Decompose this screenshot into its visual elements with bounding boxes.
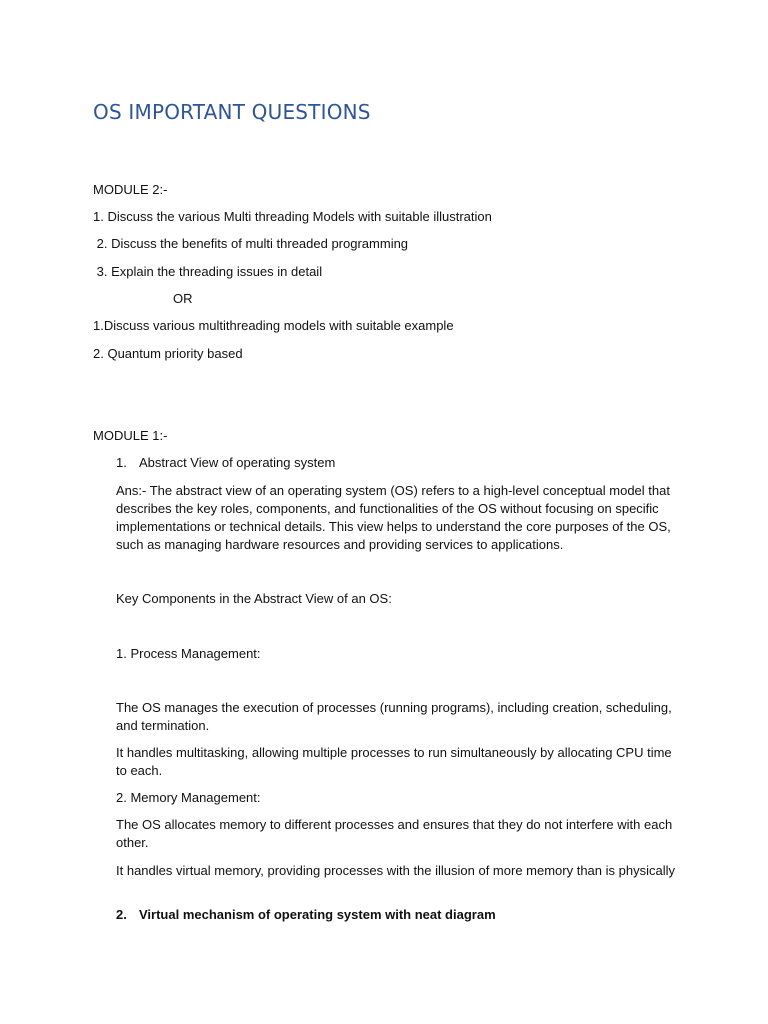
page-title: OS IMPORTANT QUESTIONS [93,100,371,124]
answer-paragraph: Ans:- The abstract view of an operating system (OS) refers to a high-level conceptual model that describes the key roles, components, and functionalities of the OS without focusing on specific implementations or technical details. This view helps to understand the core purposes of the OS, such as managing hardware resources and providing services to applications. [116,483,671,552]
or-separator: OR [173,291,193,306]
memory-management-heading: 2. Memory Management: [116,790,261,805]
list-number: 1. [116,455,127,470]
module-2-question-2: 2. Discuss the benefits of multi threaded programming [93,236,409,251]
memory-management-paragraph-1: The OS allocates memory to different processes and ensures that they do not interfere with each other. [116,817,673,850]
module-2-alt-question-2: 2. Quantum priority based [93,346,243,361]
process-management-paragraph-2: It handles multitasking, allowing multiple processes to run simultaneously by allocating CPU time to each. [116,745,672,778]
module-2-question-1: 1. Discuss the various Multi threading Models with suitable illustration [93,209,492,224]
key-components-heading: Key Components in the Abstract View of an OS: [116,591,392,606]
list-number: 2. [116,907,127,922]
process-management-heading: 1. Process Management: [116,646,261,661]
module-1-question-2 [116,906,496,924]
module-2-alt-question-1: 1.Discuss various multithreading models with suitable example [93,318,454,333]
memory-management-paragraph-2: It handles virtual memory, providing processes with the illusion of more memory than is physically [116,863,675,878]
module-2-heading: MODULE 2:- [93,182,168,197]
question-text: Abstract View of operating system [139,455,336,470]
module-1-heading: MODULE 1:- [93,428,168,443]
module-2-question-3: 3. Explain the threading issues in detail [93,264,323,279]
process-management-paragraph-1: The OS manages the execution of processes (running programs), including creation, scheduling, and termination. [116,700,672,733]
question-text: Virtual mechanism of operating system with neat diagram [139,907,496,922]
module-1-question-1 [116,454,335,472]
